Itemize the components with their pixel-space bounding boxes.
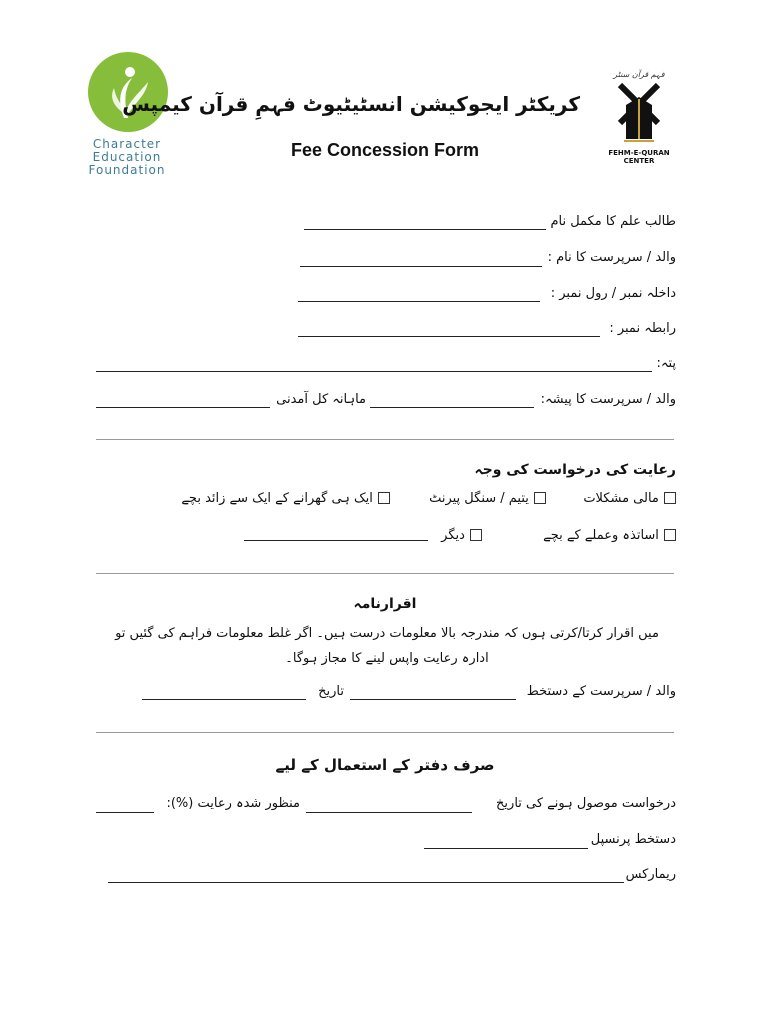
- principal-signature-label: دستخط پرنسپل: [590, 832, 676, 847]
- declaration-line-1: میں اقرار کرتا/کرتی ہوں کہ مندرجہ بالا معلومات درست ہیں۔ اگر غلط معلومات فراہم کی گئیں تو: [115, 626, 659, 641]
- option-orphan[interactable]: [429, 487, 546, 506]
- quran-stand-icon: [614, 79, 664, 145]
- option-staff[interactable]: [543, 524, 676, 543]
- address-field[interactable]: [96, 371, 652, 372]
- right-logo-line-1: FEHM-E-QURAN: [608, 149, 670, 157]
- date-field[interactable]: [142, 699, 306, 700]
- option-siblings[interactable]: [181, 487, 390, 506]
- contact-no-field[interactable]: [298, 336, 600, 337]
- option-orphan-label: یتیم / سنگل پیرنٹ: [429, 491, 529, 506]
- office-heading: صرف دفتر کے استعمال کے لیے: [275, 756, 495, 774]
- left-logo-text: [84, 138, 170, 177]
- remarks-label: ریمارکس: [625, 867, 676, 882]
- checkbox-icon[interactable]: [664, 492, 676, 504]
- received-date-label: درخواست موصول ہونے کی تاریخ: [496, 796, 676, 811]
- guardian-occupation-label: والد / سرپرست کا پیشہ:: [540, 392, 676, 407]
- divider: [96, 732, 674, 733]
- option-siblings-label: ایک ہی گھرانے کے ایک سے زائد بچے: [181, 491, 373, 506]
- checkbox-icon[interactable]: [534, 492, 546, 504]
- left-logo-line-3: Foundation: [88, 163, 166, 177]
- guardian-signature-field[interactable]: [350, 699, 516, 700]
- guardian-signature-label: والد / سرپرست کے دستخط: [526, 684, 676, 699]
- left-logo-line-1: Character: [92, 137, 162, 151]
- approved-concession-field[interactable]: [96, 812, 154, 813]
- declaration-line-2: ادارہ رعایت واپس لینے کا مجاز ہوگا۔: [285, 651, 489, 666]
- fehm-e-quran-logo: [604, 70, 674, 165]
- option-financial[interactable]: [583, 487, 676, 506]
- checkbox-icon[interactable]: [664, 529, 676, 541]
- checkbox-icon[interactable]: [470, 529, 482, 541]
- date-label: تاریخ: [318, 684, 344, 699]
- guardian-name-label: والد / سرپرست کا نام :: [547, 250, 676, 265]
- checkbox-icon[interactable]: [378, 492, 390, 504]
- principal-signature-field[interactable]: [424, 848, 588, 849]
- urdu-title: کریکٹر ایجوکیشن انسٹیٹیوٹ فہمِ قرآن کیمپس: [122, 92, 580, 116]
- right-logo-line-2: CENTER: [623, 157, 655, 165]
- student-name-label: طالب علم کا مکمل نام: [550, 214, 676, 229]
- left-logo-line-2: Education: [92, 150, 162, 164]
- guardian-occupation-field[interactable]: [370, 407, 534, 408]
- option-other[interactable]: [441, 524, 482, 543]
- right-logo-text: [604, 149, 674, 165]
- admission-no-label: داخلہ نمبر / رول نمبر :: [550, 286, 676, 301]
- guardian-name-field[interactable]: [300, 266, 542, 267]
- option-other-label: دیگر: [441, 528, 465, 543]
- contact-no-label: رابطہ نمبر :: [609, 321, 676, 336]
- approved-concession-label: منظور شدہ رعایت (%):: [166, 796, 300, 811]
- monthly-income-field[interactable]: [96, 407, 270, 408]
- received-date-field[interactable]: [306, 812, 472, 813]
- divider: [96, 439, 674, 440]
- monthly-income-label: ماہانہ کل آمدنی: [276, 392, 366, 407]
- other-reason-field[interactable]: [244, 540, 428, 541]
- address-label: پتہ:: [656, 356, 676, 371]
- declaration-heading: اقرارنامہ: [353, 596, 417, 612]
- option-staff-label: اساتذہ وعملے کے بچے: [543, 528, 659, 543]
- student-name-field[interactable]: [304, 229, 546, 230]
- right-logo-script: فہم قرآن سنٹر: [613, 70, 665, 79]
- option-financial-label: مالی مشکلات: [583, 491, 659, 506]
- remarks-field[interactable]: [108, 882, 624, 883]
- reason-heading: رعایت کی درخواست کی وجہ: [474, 462, 676, 478]
- form-title: Fee Concession Form: [290, 140, 480, 160]
- admission-no-field[interactable]: [298, 301, 540, 302]
- divider: [96, 573, 674, 574]
